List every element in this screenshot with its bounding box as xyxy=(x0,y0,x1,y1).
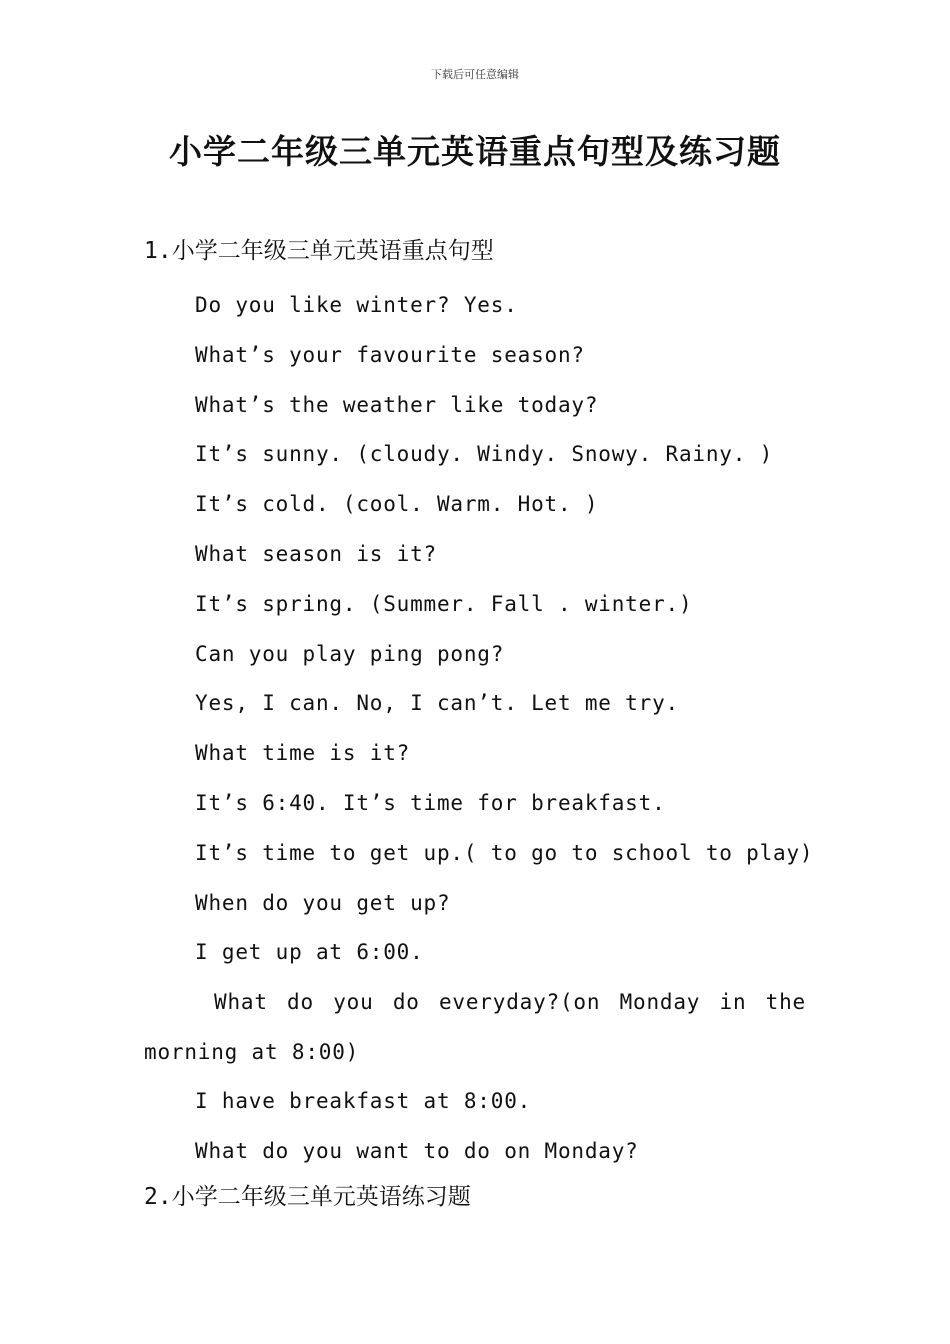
sentence: When do you get up? xyxy=(195,890,451,915)
sentence: I get up at 6:00. xyxy=(195,940,424,965)
sentence: Yes, I can. No, I can’t. Let me try. xyxy=(195,691,679,716)
wrapped-sentence-line-2: morning at 8:00) xyxy=(144,1039,360,1064)
sentence: It’s sunny. (cloudy. Windy. Snowy. Rainy. ) xyxy=(195,442,774,467)
sentence: What’s your favourite season? xyxy=(195,342,585,367)
sentence: It’s 6:40. It’s time for breakfast. xyxy=(195,790,666,815)
sentence: It’s time to get up.( to go to school to play) xyxy=(195,840,814,865)
sentence: It’s cold. (cool. Warm. Hot. ) xyxy=(195,492,599,517)
wrapped-sentence-line-1: What do you do everyday?(on Monday in the xyxy=(214,990,806,1014)
sentence: What do you want to do on Monday? xyxy=(195,1138,639,1163)
section-1-heading: 1.小学二年级三单元英语重点句型 xyxy=(144,238,494,264)
sentence: I have breakfast at 8:00. xyxy=(195,1089,532,1113)
more-sentence-list xyxy=(195,1077,639,1177)
sentence: What season is it? xyxy=(195,541,437,566)
section-2-heading: 2.小学二年级三单元英语练习题 xyxy=(144,1184,471,1210)
sentence: What’s the weather like today? xyxy=(195,392,599,417)
header-note: 下载后可任意编辑 xyxy=(431,68,519,81)
sentence-list xyxy=(195,281,813,978)
document-title: 小学二年级三单元英语重点句型及练习题 xyxy=(169,132,781,171)
sentence: What time is it? xyxy=(195,741,411,766)
wrapped-sentence xyxy=(144,978,806,1078)
sentence: It’s spring. (Summer. Fall . winter.) xyxy=(195,591,693,616)
sentence: Do you like winter? Yes. xyxy=(195,293,518,317)
sentence: Can you play ping pong? xyxy=(195,641,505,666)
